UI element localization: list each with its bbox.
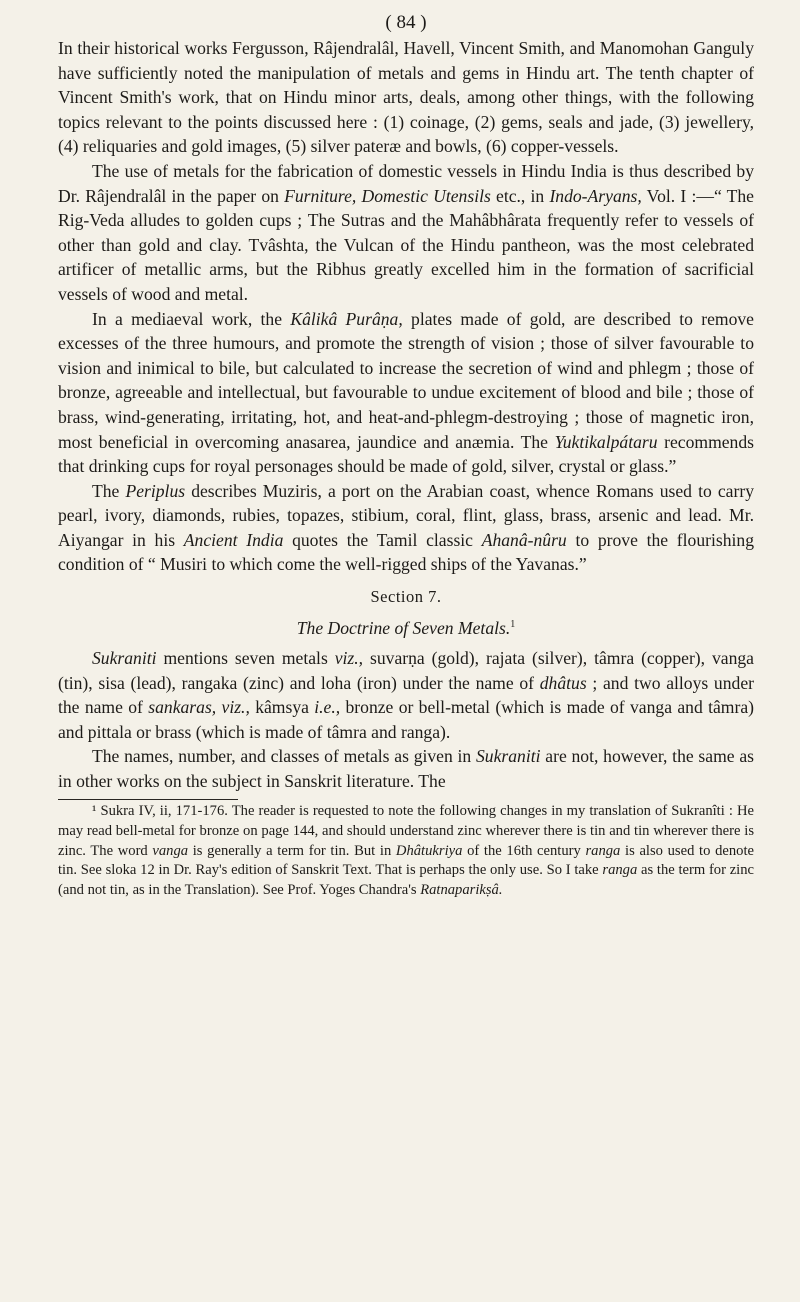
text-run: to prove the flourishing condition of “ Musiri to which come the well-rigged ships of the Yavanas.” (58, 529, 754, 575)
italic-text: vanga (152, 842, 189, 859)
italic-text: Ratnaparikṣâ. (420, 881, 503, 898)
paragraph (58, 479, 754, 577)
italic-text: viz., (334, 647, 364, 668)
italic-text: Sukraniti (476, 746, 541, 767)
footnote (58, 802, 754, 900)
text-run: In a mediaeval work, the (92, 308, 291, 329)
italic-text: Ancient India (183, 529, 284, 550)
paragraph (58, 159, 754, 307)
italic-text: Sukraniti (92, 647, 157, 668)
italic-text: Furniture, Domestic Utensils (284, 185, 491, 206)
section-paragraphs (58, 646, 754, 794)
text-run: In their historical works Fergusson, Râjendralâl, Havell, Vincent Smith, and Manomohan Ganguly have sufficiently noted the manipulation of metals and gems in Hindu art. The tenth chapter of Vincent Smith's work, that on Hindu minor arts, deals, among other things, with the following topics relevant to the points discussed here : (1) coinage, (2) gems, seals and jade, (3) jewellery, (4) reliquaries and gold images, (5) silver pateræ and bowls, (6) copper-vessels. (58, 38, 754, 157)
italic-text: ranga (585, 842, 621, 859)
text-run: Vol. I :—“ The Rig-Veda alludes to golden cups ; The Sutras and the Mahâbhârata frequently refer to vessels of other than gold and clay. Tvâshta, the Vulcan of the Hindu pantheon, was the most celebrated artificer of metallic arms, but the Ribhus greatly excelled him in the formation of sacrificial vessels of wood and metal. (58, 185, 754, 304)
italic-text: Indo-Aryans, (549, 185, 642, 206)
footnote-marker: 1 (510, 619, 516, 631)
text-run: of the 16th century (462, 842, 586, 859)
main-text (58, 36, 754, 793)
text-run: etc., in (490, 185, 550, 206)
text-run: are not, however, the same as in other works on the subject in Sanskrit literature. The (58, 746, 754, 791)
page-number: ( 84 ) (385, 12, 427, 33)
italic-text: ranga (602, 862, 638, 879)
footnote-rule (58, 799, 238, 800)
text-run: The use of metals for the fabrication of domestic vessels in Hindu India is thus described by Dr. Râjendralâl in the paper on (58, 160, 754, 206)
text-run: recommends that drinking cups for royal personages should be made of gold, silver, crystal or glass.” (58, 431, 754, 477)
italic-text: Periplus (125, 480, 186, 501)
italic-text: sankaras, viz., (148, 697, 250, 718)
italic-text: Kâlikâ Purâṇa, (290, 308, 403, 329)
italic-text: Yuktikalpátaru (554, 431, 658, 452)
text-run: The (92, 480, 126, 501)
section-title-text: The Doctrine of Seven Metals. (296, 617, 511, 638)
text-run: kâmsya (249, 697, 315, 718)
text-run: as the term for zinc (and not tin, as in the Translation). See Prof. Yoges Chandra's (58, 862, 755, 898)
text-run: is also used to denote tin. See sloka 12 in Dr. Ray's edition of Sanskrit Text. That is perhaps the only use. So I take (58, 842, 754, 879)
text-run: ; and two alloys under the name of (58, 672, 754, 718)
paragraph (58, 36, 754, 159)
text-run: The names, number, and classes of metals as given in (92, 746, 476, 767)
section-heading: Section 7. (370, 587, 442, 607)
text-run: is generally a term for tin. But in (188, 842, 396, 859)
italic-text: i.e., (314, 697, 341, 718)
paragraph (58, 646, 754, 744)
italic-text: Dhâtukriya (395, 842, 463, 859)
text-run: suvarṇa (gold), rajata (silver), tâmra (copper), vanga (tin), sisa (lead), rangaka (zinc) and loha (iron) under the name of (58, 647, 754, 693)
italic-text: dhâtus (539, 672, 587, 693)
section-title (58, 613, 754, 640)
text-run: describes Muziris, a port on the Arabian coast, whence Romans used to carry pearl, ivory, diamonds, rubies, topazes, stibium, coral, flint, glass, brass, arsenic and lead. Mr. Aiyangar in his (58, 480, 754, 550)
text-run: quotes the Tamil classic (283, 529, 482, 550)
text-run: plates made of gold, are described to remove excesses of the three humours, and promote the strength of vision ; those of silver favourable to vision and inimical to bile, but calculated to increase the secretion of wind and phlegm ; those of bronze, agreeable and intellectual, but favourable to undue excitement of blood and bile ; those of brass, wind-generating, irritating, hot, and heat-and-phlegm-destroying ; those of magnetic iron, most beneficial in overcoming anasarea, jaundice and anæmia. The (58, 308, 754, 452)
italic-text: Ahanâ-nûru (481, 529, 567, 550)
text-run: bronze or bell-metal (which is made of vanga and tâmra) and pittala or brass (which is made of tâmra and ranga). (58, 697, 754, 742)
paragraphs (58, 36, 754, 577)
text-run: mentions seven metals (156, 647, 335, 668)
paragraph (58, 307, 754, 479)
text-run: ¹ Sukra IV, ii, 171-176. The reader is requested to note the following changes in my translation of Sukranîti : He may read bell-metal for bronze on page 144, and should understand zinc wherever there is tin and tin wherever there is zinc. The word (58, 803, 754, 859)
paragraph (58, 744, 754, 793)
